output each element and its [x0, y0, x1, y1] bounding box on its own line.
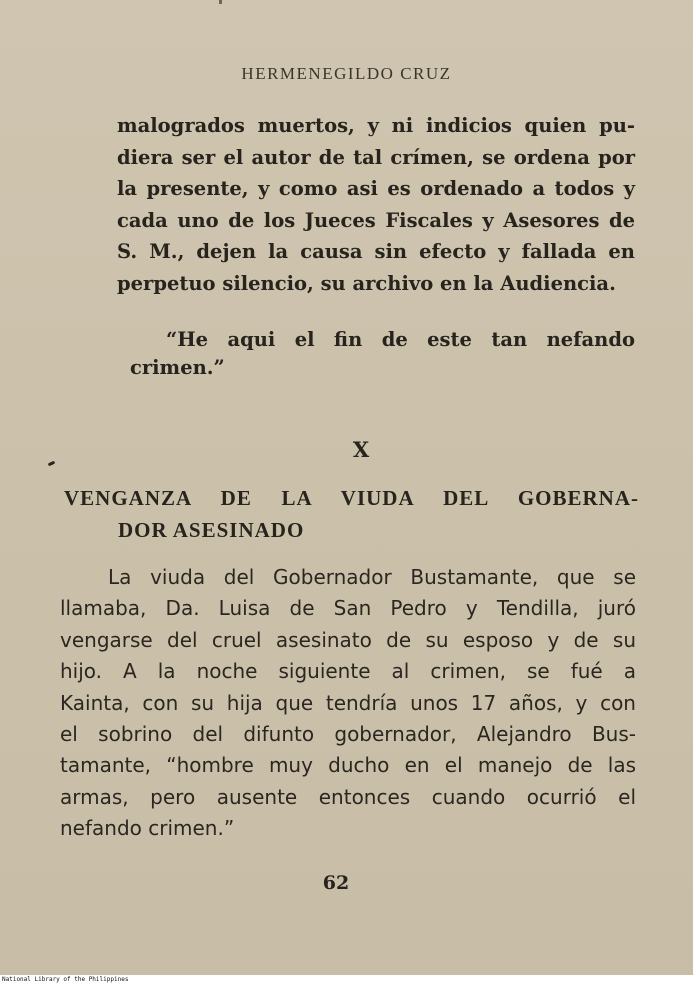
- running-head: HERMENEGILDO CRUZ: [241, 64, 452, 83]
- text-line: vengarse del cruel asesinato de su esposo y de su: [60, 627, 636, 652]
- footer-credit: National Library of the Philippines: [2, 976, 129, 983]
- text-line: cada uno de los Jueces Fiscales y Asesores de: [117, 208, 635, 232]
- scan-mark: [219, 0, 222, 4]
- text-line: hijo. A la noche siguiente al crimen, se fué a: [60, 659, 636, 684]
- text-line: tamante, “hombre muy ducho en el manejo de las: [60, 753, 636, 778]
- chapter-title-line: VENGANZA DE LA VIUDA DEL GOBERNA-: [64, 486, 639, 510]
- chapter-title: [64, 482, 639, 546]
- text-line: el sobrino del difunto gobernador, Alejandro Bus-: [60, 722, 636, 747]
- text-line: la presente, y como asi es ordenado a todos y: [117, 177, 635, 200]
- text-line: armas, pero ausente entonces cuando ocurrió el: [60, 784, 636, 809]
- text-line: S. M., dejen la causa sin efecto y fallada en: [117, 240, 635, 263]
- bold-paragraph: [117, 110, 635, 299]
- text-line: diera ser el autor de tal crímen, se ordena por: [117, 145, 635, 169]
- page-number: 62: [322, 872, 350, 894]
- text-line: llamaba, Da. Luisa de San Pedro y Tendilla, juró: [60, 596, 636, 621]
- text-line: La viuda del Gobernador Bustamante, que se: [108, 565, 636, 589]
- text-line: nefando crimen.”: [60, 816, 235, 841]
- chapter-number: X: [352, 437, 370, 462]
- quote-paragraph: [130, 326, 635, 382]
- text-line: Kainta, con su hija que tendría unos 17 años, y con: [60, 690, 636, 715]
- chapter-title-line: DOR ASESINADO: [118, 518, 305, 542]
- body-paragraph: [60, 562, 636, 845]
- text-line: malogrados muertos, y ni indicios quien pu-: [117, 114, 635, 137]
- text-line: perpetuo silencio, su archivo en la Audiencia.: [117, 271, 616, 295]
- quote-line: “He aqui el fin de este tan nefando: [166, 328, 635, 351]
- quote-line: crimen.”: [130, 356, 225, 379]
